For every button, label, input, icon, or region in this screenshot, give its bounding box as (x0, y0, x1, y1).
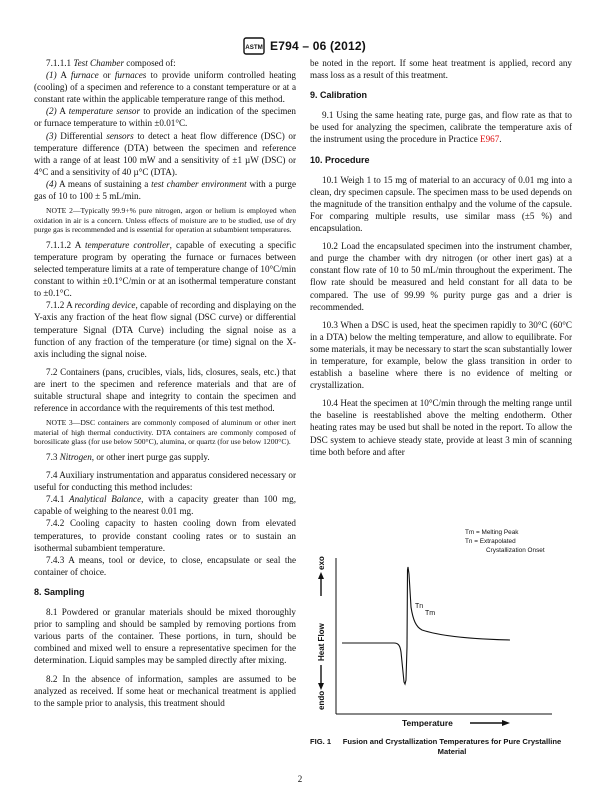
paragraph-10-3: 10.3 When a DSC is used, heat the specimen rapidly to 30°C (60°C in a DTA) below the melting temperature, and allow to equilibrate. For some materials, it may be necessary to start the scan substantially lower in temperature, for example, below the glass transition in order to establish a baseline where there is no evidence of melting or crystallization. (310, 319, 573, 391)
figure-caption-label: FIG. 1 (310, 737, 332, 746)
paragraph-7-1-2: 7.1.2 A recording device, capable of recording and displaying on the Y-axis any fraction of the heat flow signal (DSC curve) or differential temperature Signal (DTA Curve) including the signal noise as a function of any fraction of the temperature (or time) signal on the X-axis including the signal noise. (34, 300, 296, 359)
note-2: NOTE 2—Typically 99.9+% pure nitrogen, argon or helium is employed when oxidation in air is a concern. Unless effects of moisture are to be studied, use of dry purge gas is recommended and is essential for operation at subambient temperatures. (34, 206, 296, 235)
reference-link-e967[interactable]: E967 (480, 134, 500, 145)
section-heading-procedure: 10. Procedure (310, 154, 370, 165)
paragraph-7-4-1: 7.4.1 Analytical Balance, with a capacity greater than 100 mg, capable of weighing to the nearest 0.01 mg. (34, 494, 296, 517)
paragraph-temperature-sensor: (2) A temperature sensor to provide an indication of the specimen or furnace temperature to within ±0.01°C. (34, 106, 296, 129)
x-axis-label: Temperature (402, 718, 453, 727)
paragraph-furnace: (1) A furnace or furnaces to provide uniform controlled heating (cooling) of a specimen and reference to a constant temperature or at a constant rate within the applicable temperature range of this method. (34, 70, 296, 105)
section-heading-calibration: 9. Calibration (310, 90, 368, 101)
legend-tn-line1: Tn = Extrapolated (465, 538, 516, 545)
x-arrow-head (502, 720, 510, 726)
paragraph-7-4-2: 7.4.2 Cooling capacity to hasten cooling down from elevated temperatures, to provide constant cooling rates or to sustain an isothermal subambient temperature. (34, 518, 296, 553)
note-3: NOTE 3—DSC containers are commonly composed of aluminum or other inert material of high thermal conductivity. DTA containers are commonly composed of borosilicate glass (for use below 500°C), alumina, or quartz (for use below 1200°C). (34, 418, 296, 447)
y-axis-label (317, 556, 326, 710)
paragraph-7-1-1-2: 7.1.1.2 A temperature controller, capable of executing a specific temperature program by operating the furnace or furnaces between selected temperature limits at a rate of temperature change of 10°C/min constant to within ±0.1°C/min or at an isothermal temperature constant to ±0.1°C. (34, 239, 296, 299)
y-label-heat-flow: Heat Flow (317, 623, 326, 661)
paragraph-8-2: 8.2 In the absence of information, samples are assumed to be analyzed as received. If some heat or mechanical treatment is applied to the sample prior to analysis, this treatment should (34, 673, 296, 708)
marker-tn: Tn (415, 603, 424, 610)
paragraph-9-1: 9.1 Using the same heating rate, purge gas, and flow rate as that to be used for analyzing the specimen, calibrate the temperature axis of the instrument using the procedure in Practice E967. (310, 110, 572, 145)
paragraph-7-3: 7.3 Nitrogen, or other inert purge gas supply. (46, 452, 210, 462)
standard-designation: E794 – 06 (2012) (270, 39, 366, 53)
y-label-exo: exo (317, 556, 326, 570)
marker-tm: Tm (425, 610, 436, 617)
paragraph-test-chamber-environment: (4) A means of sustaining a test chamber environment with a purge gas of 10 to 100 ± 5 mL/min. (34, 178, 296, 202)
legend-tn-line2: Crystallization Onset (486, 547, 545, 554)
paragraph-continued: be noted in the report. If some heat treatment is applied, record any mass loss as a result of this treatment. (310, 58, 572, 81)
paragraph-7-4-3: 7.4.3 A means, tool or device, to close, encapsulate or seal the container of choice. (34, 554, 296, 577)
section-heading-sampling: 8. Sampling (34, 586, 85, 597)
figure-caption (310, 737, 572, 757)
paragraph-7-1-1-1: 7.1.1.1 Test Chamber composed of: (46, 58, 176, 68)
dsc-curve (342, 567, 510, 684)
legend-tm: Tm = Melting Peak (465, 529, 519, 536)
paragraph-8-1: 8.1 Powdered or granular materials should be mixed thoroughly prior to sampling and should be sampled by removing portions from various parts of the container. These portions, in turn, should be combined and mixed well to ensure a representative specimen for the determination. Liquid samples may be sampled directly after mixing. (34, 607, 296, 666)
paragraph-10-4: 10.4 Heat the specimen at 10°C/min through the melting range until the baseline is reestablished above the melting endotherm. Other heating rates may be used but shall be noted in the report. To allow the DSC system to achieve steady state, provide at least 3 min of scanning time both before and after (310, 398, 572, 457)
page-number: 2 (297, 774, 303, 784)
y-arrow-down-head (318, 683, 324, 690)
right-column (310, 57, 572, 458)
y-label-endo: endo (317, 690, 326, 710)
figure-caption-text: Fusion and Crystallization Temperatures for Pure Crystalline Material (342, 737, 562, 756)
paragraph-10-1: 10.1 Weigh 1 to 15 mg of material to an accuracy of 0.01 mg into a clean, dry specimen capsule. The specimen mass to be used depends on the magnitude of the transition enthalpy and the volume of the capsule. For comparing multiple results, use similar mass (±5 %) and encapsulation. (310, 174, 572, 234)
paragraph-10-2: 10.2 Load the encapsulated specimen into the instrument chamber, and purge the chamber with dry nitrogen (or other inert gas) at a constant flow rate of 10 to 50 mL/min throughout the experiment. The flow rate should be measured and held constant for all data to be compared. The use of 99.99 % purity purge gas and a drier is recommended. (310, 241, 572, 312)
figure-1-dsc-curve (310, 512, 572, 727)
astm-logo-icon (243, 37, 265, 55)
paragraph-7-4: 7.4 Auxiliary instrumentation and apparatus considered necessary or useful for conducting this method includes: (34, 470, 296, 493)
paragraph-7-2: 7.2 Containers (pans, crucibles, vials, lids, closures, seals, etc.) that are inert to the specimen and reference materials and that are of suitable structural shape and integrity to contain the specimen and reference in accordance with the requirements of this test method. (34, 366, 296, 414)
y-arrow-up-head (318, 572, 324, 579)
left-column (34, 57, 296, 709)
page-header (0, 37, 600, 55)
paragraph-differential-sensors: (3) Differential sensors to detect a heat flow difference (DSC) or temperature difference (DTA) between the specimen and reference with a range of at least 100 mW and a sensitivity of ±1 µW (DSC) or 4°C and a sensitivity of 40 µ°C (DTA). (34, 130, 296, 177)
svg-text:ASTM: ASTM (245, 44, 263, 52)
